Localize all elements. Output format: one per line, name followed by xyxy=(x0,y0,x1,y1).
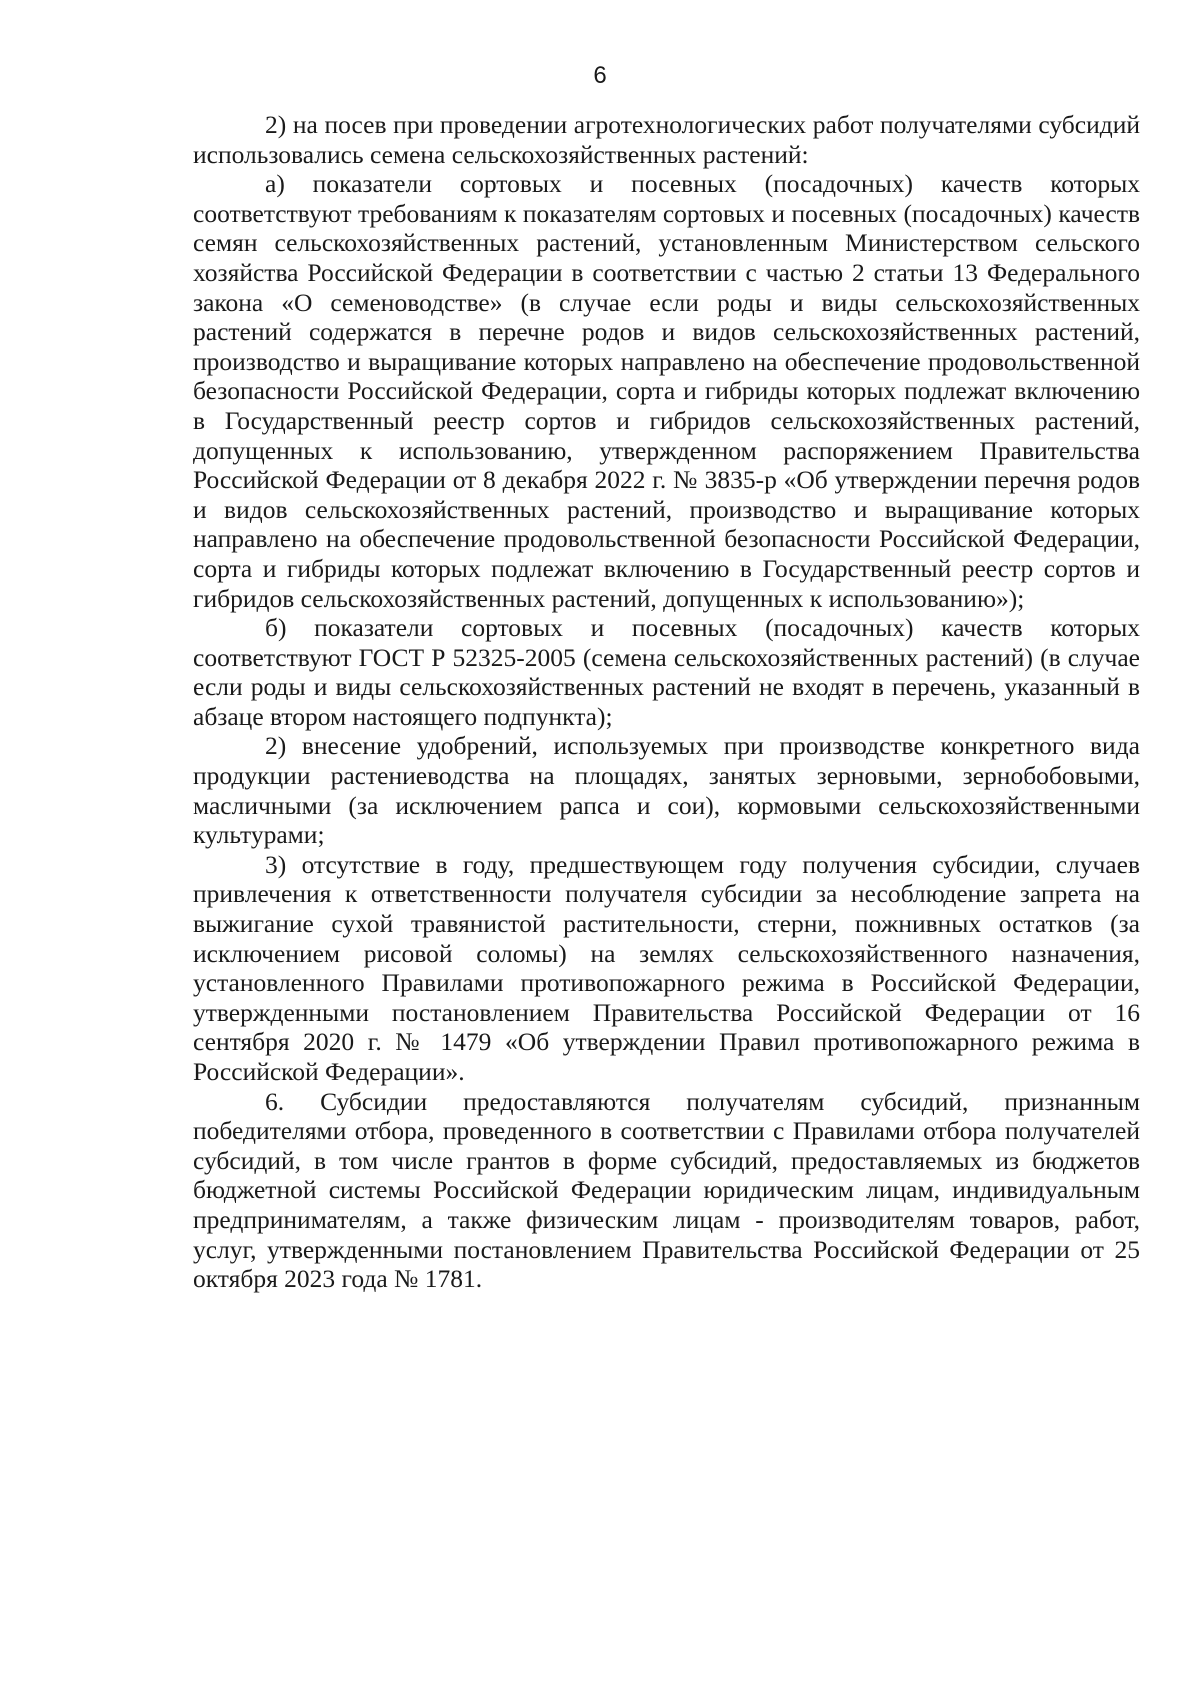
paragraph-seeds-condition: 2) на посев при проведении агротехнологических работ получателями субсидий использовались семена сельскохозяйственных растений: xyxy=(193,110,1140,169)
paragraph-fertilizers: 2) внесение удобрений, используемых при производстве конкретного вида продукции растениеводства на площадях, занятых зерновыми, зернобобовыми, масличными (за исключением рапса и сои), кормовыми сельскохозяйственными культурами; xyxy=(193,731,1140,850)
paragraph-subitem-b: б) показатели сортовых и посевных (посадочных) качеств которых соответствуют ГОСТ Р 52325-2005 (семена сельскохозяйственных растений) (в случае если роды и виды сельскохозяйственных растений не входят в перечень, указанный в абзаце втором настоящего подпункта); xyxy=(193,613,1140,731)
document-body xyxy=(193,110,1140,1294)
paragraph-subitem-a: а) показатели сортовых и посевных (посадочных) качеств которых соответствуют требованиям к показателям сортовых и посевных (посадочных) качеств семян сельскохозяйственных растений, установленным Министерством сельского хозяйства Российской Федерации в соответствии с частью 2 статьи 13 Федерального закона «О семеноводстве» (в случае если роды и виды сельскохозяйственных растений содержатся в перечне родов и видов сельскохозяйственных растений, производство и выращивание которых направлено на обеспечение продовольственной безопасности Российской Федерации, сорта и гибриды которых подлежат включению в Государственный реестр сортов и гибридов сельскохозяйственных растений, допущенных к использованию, утвержденном распоряжением Правительства Российской Федерации от 8 декабря 2022 г. № 3835-р «Об утверждении перечня родов и видов сельскохозяйственных растений, производство и выращивание которых направлено на обеспечение продовольственной безопасности Российской Федерации, сорта и гибриды которых подлежат включению в Государственный реестр сортов и гибридов сельскохозяйственных растений, допущенных к использованию»); xyxy=(193,169,1140,613)
page-number: 6 xyxy=(593,62,607,89)
paragraph-fire-safety: 3) отсутствие в году, предшествующем году получения субсидии, случаев привлечения к ответственности получателя субсидии за несоблюдение запрета на выжигание сухой травянистой растительности, стерни, пожнивных остатков (за исключением рисовой соломы) на землях сельскохозяйственного назначения, установленного Правилами противопожарного режима в Российской Федерации, утвержденными постановлением Правительства Российской Федерации от 16 сентября 2020 г. № 1479 «Об утверждении Правил противопожарного режима в Российской Федерации». xyxy=(193,849,1140,1086)
paragraph-item-6: 6. Субсидии предоставляются получателям субсидий, признанным победителями отбора, проведенного в соответствии с Правилами отбора получателей субсидий, в том числе грантов в форме субсидий, предоставляемых из бюджетов бюджетной системы Российской Федерации юридическим лицам, индивидуальным предпринимателям, а также физическим лицам - производителям товаров, работ, услуг, утвержденными постановлением Правительства Российской Федерации от 25 октября 2023 года № 1781. xyxy=(193,1086,1140,1294)
